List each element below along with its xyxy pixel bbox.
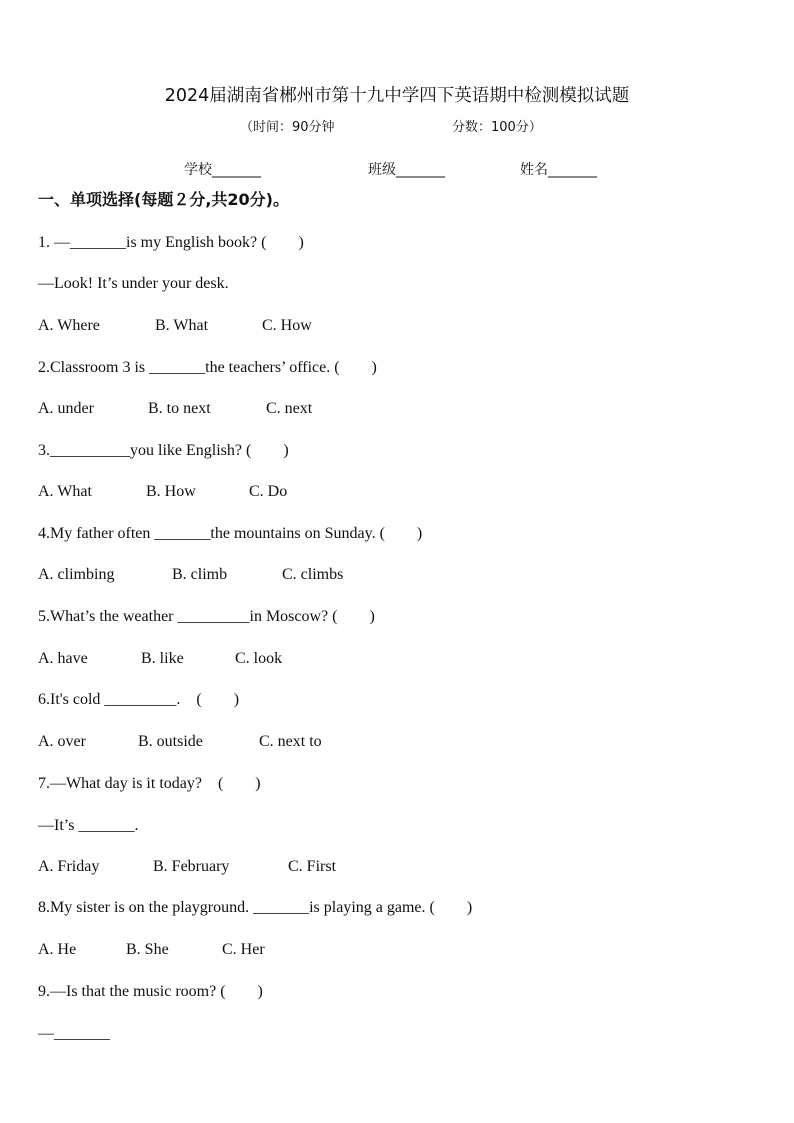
option-a: A. climbing — [38, 566, 115, 583]
option-c: C. next to — [259, 733, 322, 750]
answer-line: —It’s _______. — [38, 817, 139, 834]
exam-time: （时间：90分钟 — [240, 120, 335, 135]
option-a: A. have — [38, 650, 88, 667]
option-a: A. Where — [38, 317, 100, 334]
option-c: C. How — [262, 317, 312, 334]
question-stem: 2.Classroom 3 is _______the teachers’ office. ( ) — [38, 359, 377, 376]
option-b: B. like — [141, 650, 184, 667]
option-a: A. What — [38, 483, 92, 500]
school-field: 学校_______ — [184, 162, 261, 178]
options-row — [38, 482, 287, 502]
option-a: A. under — [38, 400, 94, 417]
question-stem: 5.What’s the weather _________in Moscow? ( ) — [38, 608, 375, 625]
options-row — [38, 399, 312, 419]
option-c: C. Her — [222, 941, 265, 958]
option-b: B. outside — [138, 733, 203, 750]
question-stem: 1. —_______is my English book? ( ) — [38, 234, 304, 251]
option-c: C. Do — [249, 483, 288, 500]
options-row — [38, 316, 312, 336]
exam-title: 2024届湖南省郴州市第十九中学四下英语期中检测模拟试题 — [164, 86, 630, 106]
options-row — [38, 565, 343, 585]
option-b: B. What — [155, 317, 209, 334]
option-a: A. He — [38, 941, 77, 958]
answer-line: —Look! It’s under your desk. — [38, 275, 229, 292]
options-row — [38, 940, 265, 960]
question-stem: 4.My father often _______the mountains on Sunday. ( ) — [38, 525, 423, 542]
question-stem: 7.—What day is it today? ( ) — [38, 775, 261, 792]
name-field: 姓名_______ — [520, 162, 597, 178]
question-stem: 8.My sister is on the playground. _______is playing a game. ( ) — [38, 899, 473, 916]
option-b: B. She — [126, 941, 169, 958]
option-c: C. climbs — [282, 566, 344, 583]
section-heading: 一、单项选择(每题２分,共20分)。 — [38, 190, 289, 209]
answer-line: —_______ — [38, 1025, 110, 1042]
option-c: C. look — [235, 650, 283, 667]
option-c: C. First — [288, 858, 337, 875]
option-c: C. next — [266, 400, 313, 417]
option-b: B. to next — [148, 400, 211, 417]
option-a: A. over — [38, 733, 86, 750]
option-b: B. How — [146, 483, 196, 500]
option-a: A. Friday — [38, 858, 100, 875]
question-stem: 6.It's cold _________. ( ) — [38, 691, 240, 708]
options-row — [38, 732, 322, 752]
question-stem: 9.—Is that the music room? ( ) — [38, 983, 263, 1000]
options-row — [38, 857, 336, 877]
option-b: B. February — [153, 858, 230, 875]
exam-score: 分数：100分） — [452, 120, 542, 135]
question-stem: 3.__________you like English? ( ) — [38, 442, 289, 459]
option-b: B. climb — [172, 566, 228, 583]
class-field: 班级_______ — [368, 162, 445, 178]
options-row — [38, 649, 282, 669]
